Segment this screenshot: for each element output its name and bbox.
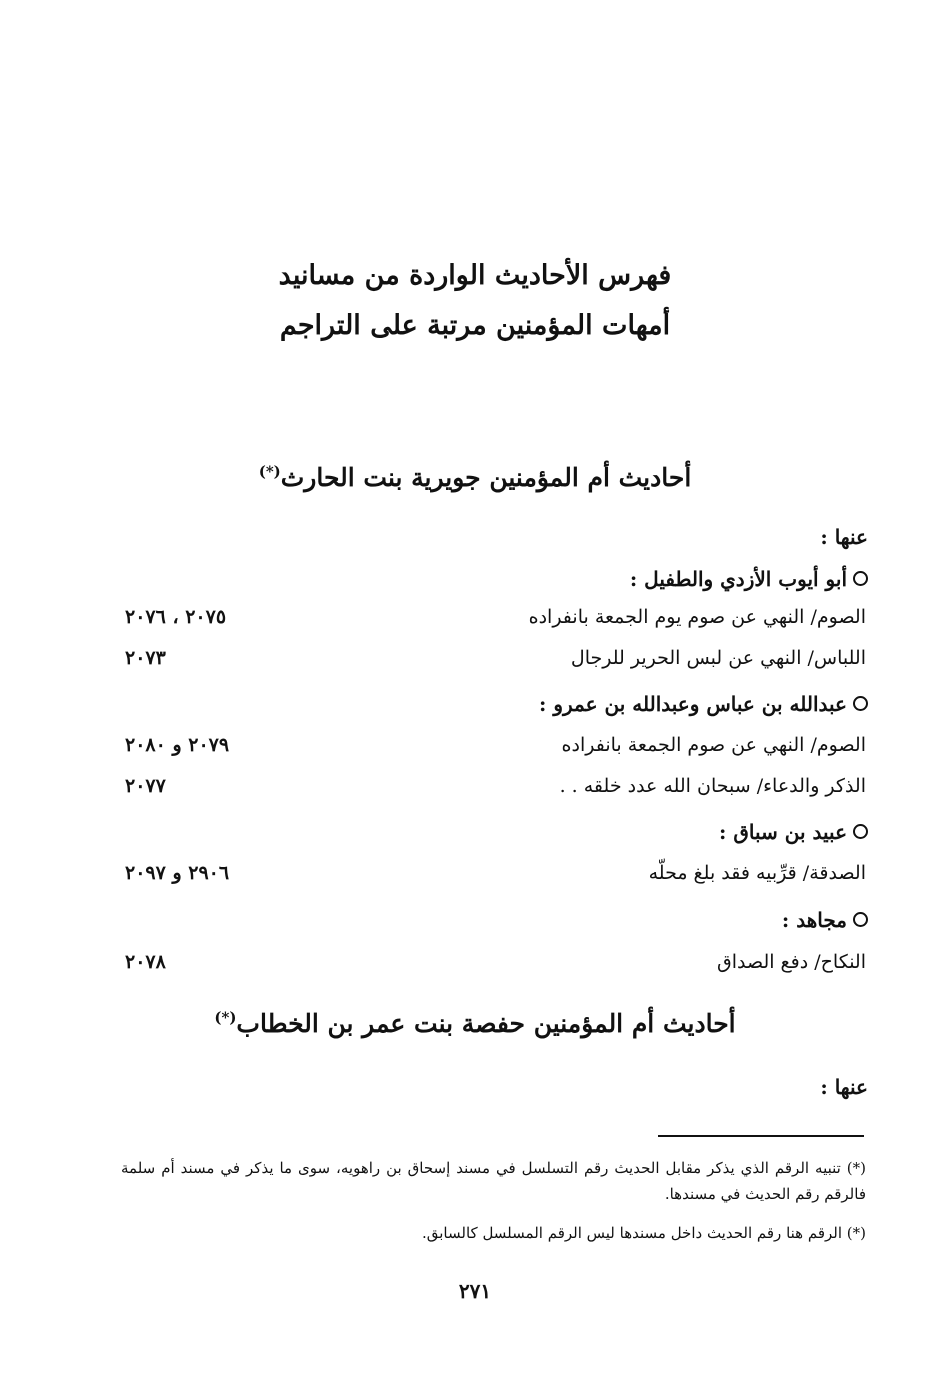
circle-bullet-icon	[853, 912, 868, 927]
footnote-marker: (*)	[214, 1008, 237, 1027]
circle-bullet-icon	[853, 696, 868, 711]
narrator-line	[782, 905, 868, 935]
circle-bullet-icon	[853, 824, 868, 839]
entry-numbers: ٢٠٧٨	[125, 951, 166, 973]
narrator-line	[539, 689, 868, 719]
entry-topic: الصوم/ النهي عن صوم يوم الجمعة بانفراده	[528, 606, 866, 628]
entry-numbers: ٢٩٠٦ و ٢٠٩٧	[125, 862, 230, 884]
entry-topic: الصوم/ النهي عن صوم الجمعة بانفراده	[561, 734, 866, 756]
footnote-2: (*) الرقم هنا رقم الحديث داخل مسندها ليس الرقم المسلسل كالسابق.	[421, 1224, 866, 1242]
footnote-marker: (*)	[258, 462, 281, 481]
entry-numbers: ٢٠٧٥ ، ٢٠٧٦	[125, 606, 227, 628]
section-heading-text: أحاديث أم المؤمنين حفصة بنت عمر بن الخطاب	[236, 1009, 736, 1038]
entry-topic: اللباس/ النهي عن لبس الحرير للرجال	[570, 647, 866, 669]
minha-label: عنها :	[820, 1075, 868, 1099]
section-heading-hafsa	[120, 1004, 830, 1044]
narrator-name: مجاهد :	[781, 908, 847, 932]
section-heading-juwayriya	[120, 458, 830, 498]
entry-numbers: ٢٠٧٩ و ٢٠٨٠	[125, 734, 230, 756]
entry-topic: الصدقة/ قرِّبيه فقد بلغ محلّه	[648, 862, 866, 884]
minha-label: عنها :	[820, 525, 868, 549]
entry-numbers: ٢٠٧٧	[125, 775, 166, 797]
narrator-name: عبدالله بن عباس وعبدالله بن عمرو :	[539, 692, 847, 716]
entry-topic: الذكر والدعاء/ سبحان الله عدد خلقه . .	[559, 775, 866, 797]
index-title-line-1: فهرس الأحاديث الواردة من مسانيد	[278, 260, 672, 291]
entry-topic: النكاح/ دفع الصداق	[716, 951, 866, 973]
index-title-line-2: أمهات المؤمنين مرتبة على التراجم	[279, 310, 671, 341]
footnote-divider	[658, 1135, 864, 1137]
footnote-1: (*) تنبيه الرقم الذي يذكر مقابل الحديث رقم التسلسل في مسند إسحاق بن راهويه، سوى ما يذكر في مسند أم سلمة فالرقم رقم الحديث في مسندها.	[121, 1159, 866, 1203]
narrator-line	[719, 817, 868, 847]
narrator-name: عبيد بن سباق :	[719, 820, 847, 844]
page-number: ٢٧١	[458, 1279, 492, 1303]
narrator-name: أبو أيوب الأزدي والطفيل :	[629, 567, 847, 591]
circle-bullet-icon	[853, 571, 868, 586]
section-heading-text: أحاديث أم المؤمنين جويرية بنت الحارث	[280, 463, 692, 492]
entry-numbers: ٢٠٧٣	[125, 647, 166, 669]
narrator-line	[630, 564, 868, 594]
